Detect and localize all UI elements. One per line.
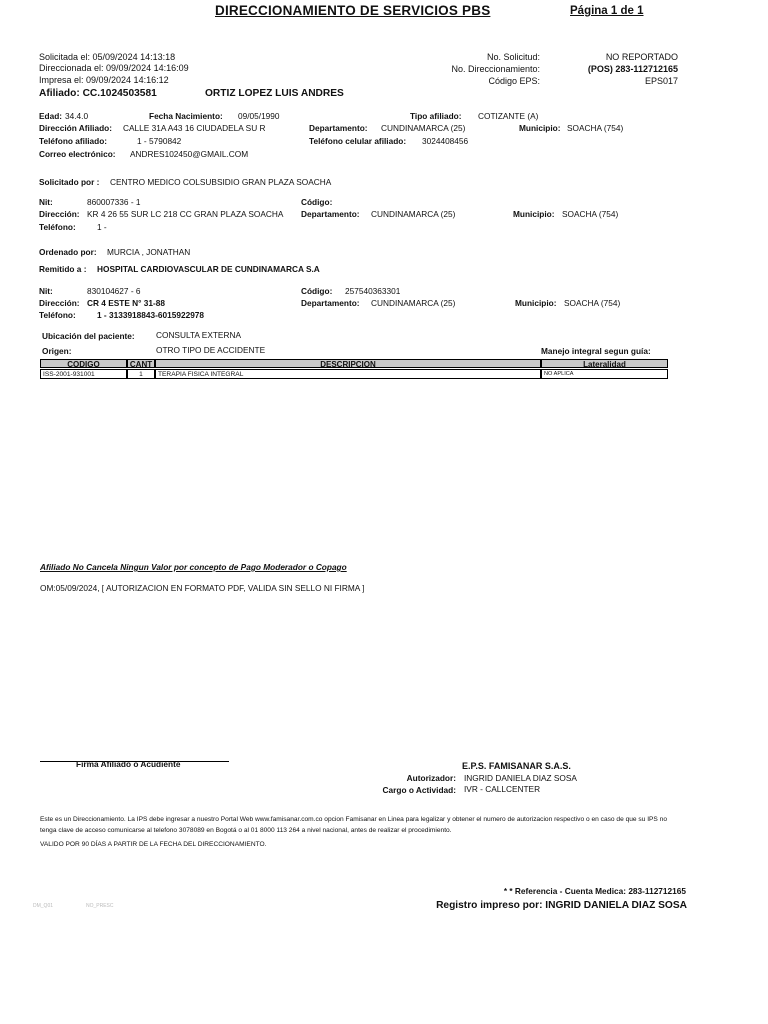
row-lateralidad: NO APLICA [541,369,668,379]
col-codigo-header: CODIGO [40,359,127,368]
solicitado-por-label: Solicitado por : [39,177,100,187]
solicitante-direccion-value: KR 4 26 55 SUR LC 218 CC GRAN PLAZA SOACHA [87,209,284,219]
col-cant-header: CANT [127,359,155,368]
col-lateralidad-header: Lateralidad [541,359,668,368]
ordenado-por-value: MURCIA , JONATHAN [107,247,191,257]
referencia-cuenta: * * Referencia - Cuenta Medica: 283-112712165 [503,886,686,896]
no-solicitud-value: NO REPORTADO [605,52,678,62]
footer-line-2: tenga clave de acceso comunicarse al telefono 3078089 en Bogotá o al 01 8000 113 264 a nivel nacional, antes de realizar el procedimiento. [40,827,452,834]
no-solicitud-label: No. Solicitud: [486,52,540,62]
tipo-afiliado-label: Tipo afiliado: [410,111,462,121]
remitido-telefono-label: Teléfono: [39,310,76,320]
cargo-value: IVR - CALLCENTER [464,784,541,794]
solicitado-por-value: CENTRO MEDICO COLSUBSIDIO GRAN PLAZA SOACHA [110,177,332,187]
departamento-afiliado-value: CUNDINAMARCA (25) [381,123,466,133]
solicitante-direccion-label: Dirección: [39,209,80,219]
no-direccionamiento-label: No. Direccionamiento: [451,64,540,74]
celular-afiliado-label: Teléfono celular afiliado: [309,136,407,146]
fecha-nacimiento-value: 09/05/1990 [238,111,280,121]
row-cant: 1 [127,369,155,379]
remitido-value: HOSPITAL CARDIOVASCULAR DE CUNDINAMARCA S.A [97,264,320,274]
solicitante-telefono-label: Teléfono: [39,222,76,232]
registro-impreso: Registro impreso por: INGRID DANIELA DIAZ SOSA [436,900,687,911]
page-number: Página 1 de 1 [570,5,644,17]
celular-afiliado-value: 3024408456 [422,136,469,146]
cargo-label: Cargo o Actividad: [382,785,456,795]
municipio-afiliado-value: SOACHA (754) [567,123,624,133]
remitido-nit-label: Nit: [39,286,53,296]
remitido-nit-value: 830104627 - 6 [87,286,141,296]
validez-note: VALIDO POR 90 DÍAS A PARTIR DE LA FECHA DEL DIRECCIONAMIENTO. [40,841,267,848]
direccion-afiliado-value: CALLE 31A A43 16 CIUDADELA SU R [123,123,266,133]
remitido-telefono-value: 1 - 3133918843-6015922978 [97,310,205,320]
remitido-direccion-value: CR 4 ESTE N° 31-88 [87,298,166,308]
remitido-codigo-label: Código: [301,286,333,296]
solicitante-nit-value: 860007336 - 1 [87,197,141,207]
codigo-eps-label: Código EPS: [488,76,540,86]
municipio-afiliado-label: Municipio: [519,123,561,133]
correo-label: Correo electrónico: [39,149,116,159]
solicitante-telefono-value: 1 - [97,222,107,232]
fecha-impresa: Impresa el: 09/09/2024 14:16:12 [39,75,169,85]
telefono-afiliado-label: Teléfono afiliado: [39,136,108,146]
solicitante-municipio-label: Municipio: [513,209,555,219]
copago-note: Afiliado No Cancela Ningun Valor por concepto de Pago Moderador o Copago [40,562,347,572]
edad-value: 34.4.0 [65,111,89,121]
fecha-solicitada: Solicitada el: 05/09/2024 14:13:18 [39,52,176,62]
row-codigo: ISS-2001-931001 [40,369,127,379]
remitido-codigo-value: 257540363301 [345,286,401,296]
origen-label: Origen: [42,346,72,356]
row-descripcion: TERAPIA FISICA INTEGRAL [155,369,541,379]
footer-code-1: DM_Q01 [33,903,54,909]
codigo-eps-value: EPS017 [644,76,678,86]
afiliado-id: Afiliado: CC.1024503581 [39,88,157,99]
remitido-departamento-value: CUNDINAMARCA (25) [371,298,456,308]
footer-code-2: NO_PRESC [86,903,114,909]
remitido-departamento-label: Departamento: [301,298,360,308]
document-title: DIRECCIONAMIENTO DE SERVICIOS PBS [215,3,491,18]
eps-name: E.P.S. FAMISANAR S.A.S. [462,761,571,771]
telefono-afiliado-value: 1 - 5790842 [137,136,182,146]
remitido-municipio-label: Municipio: [515,298,557,308]
col-descripcion-header: DESCRIPCION [155,359,541,368]
departamento-afiliado-label: Departamento: [309,123,368,133]
edad-label: Edad: [39,111,63,121]
remitido-direccion-label: Dirección: [39,298,80,308]
solicitante-departamento-label: Departamento: [301,209,360,219]
solicitante-codigo-label: Código: [301,197,333,207]
remitido-label: Remitido a : [39,264,87,274]
manejo-integral-label: Manejo integral segun guía: [541,346,651,356]
autorizador-value: INGRID DANIELA DIAZ SOSA [464,773,577,783]
firma-afiliado-label: Firma Afiliado o Acudiente [76,759,181,769]
ubicacion-label: Ubicación del paciente: [42,331,135,341]
ubicacion-value: CONSULTA EXTERNA [156,330,241,340]
autorizador-label: Autorizador: [406,773,456,783]
no-direccionamiento-value: (POS) 283-112712165 [587,64,678,74]
afiliado-nombre: ORTIZ LOPEZ LUIS ANDRES [205,88,344,99]
solicitante-municipio-value: SOACHA (754) [562,209,619,219]
direccion-afiliado-label: Dirección Afiliado: [39,123,112,133]
correo-value: ANDRES102450@GMAIL.COM [130,149,249,159]
tipo-afiliado-value: COTIZANTE (A) [478,111,539,121]
fecha-nacimiento-label: Fecha Nacimiento: [149,111,223,121]
origen-value: OTRO TIPO DE ACCIDENTE [156,345,266,355]
ordenado-por-label: Ordenado por: [39,247,97,257]
om-note: OM:05/09/2024, [ AUTORIZACION EN FORMATO PDF, VALIDA SIN SELLO NI FIRMA ] [40,583,365,593]
remitido-municipio-value: SOACHA (754) [564,298,621,308]
fecha-direccionada: Direccionada el: 09/09/2024 14:16:09 [39,63,189,73]
solicitante-departamento-value: CUNDINAMARCA (25) [371,209,456,219]
footer-line-1: Este es un Direccionamiento. La IPS debe ingresar a nuestro Portal Web www.famisanar.com.co opcion Famisanar en Linea para legalizar y obtener el numero de autorizacion respectivo o en caso de que su IPS no [40,816,667,823]
solicitante-nit-label: Nit: [39,197,53,207]
